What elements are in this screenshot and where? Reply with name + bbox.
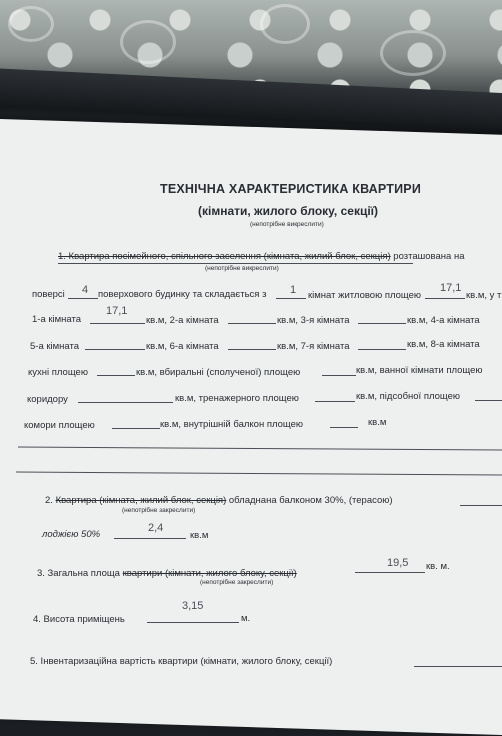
blank-line (16, 472, 502, 476)
underline (114, 538, 186, 539)
underline (228, 349, 276, 350)
room6-label: кв.м, 6-а кімната (146, 341, 219, 352)
underline (414, 666, 502, 667)
section1-rest-text: розташована на (390, 251, 465, 262)
gym-label: кв.м, тренажерного площею (175, 393, 299, 404)
toilet-label: кв.м, вбиральні (сполученої) площею (136, 367, 301, 378)
page-subtitle: (кімнати, жилого блоку, секції) (198, 204, 379, 218)
height-unit: м. (241, 613, 251, 624)
building-label: поверхового будинку та складається з (98, 289, 267, 300)
underline (358, 349, 406, 350)
underline (97, 375, 135, 376)
total-area-value: 19,5 (387, 557, 409, 569)
section1-note: (непотрібне викреслити) (205, 265, 279, 272)
underline (315, 401, 355, 402)
loggia-label: лоджією 50% (42, 529, 101, 540)
underline (68, 298, 98, 299)
corridor-label: коридору (27, 394, 68, 405)
room1-value: 17,1 (106, 305, 128, 317)
blank-line (18, 447, 502, 451)
underline (460, 505, 502, 506)
underline (425, 298, 465, 299)
underline (358, 323, 406, 324)
kitchen-label: кухні площею (28, 367, 88, 378)
section1-heading (58, 252, 464, 262)
section3-heading (37, 569, 297, 579)
underline (90, 323, 145, 324)
section2-rest-text: обладнана балконом 30%, (терасою) (226, 495, 393, 506)
subtitle-note: (непотрібне викреслити) (250, 221, 324, 228)
section1-strike-text: 1. Квартира посімейного, спільного заселення (кімната, жилий блок, секція) (58, 251, 391, 262)
storage-unit: кв.м (368, 417, 387, 428)
underline (147, 622, 239, 623)
balcony-label: кв.м, внутрішній балкон площею (160, 419, 304, 430)
section3-note: (непотрібне закреслити) (200, 579, 274, 586)
living-area-value: 17,1 (440, 282, 462, 294)
bath-label: кв.м, ванної кімнати площею (356, 365, 483, 376)
floor-value: 4 (82, 284, 89, 296)
room8-label: кв.м, 8-а кімната (407, 339, 480, 350)
room3-label: кв.м, 3-я кімната (277, 315, 350, 326)
underline (78, 402, 173, 403)
underline (112, 428, 160, 429)
room5-label: 5-а кімната (30, 341, 80, 352)
floor-label: поверсі (32, 289, 65, 300)
page-title: ТЕХНІЧНА ХАРАКТЕРИСТИКА КВАРТИРИ (160, 182, 422, 196)
underline (322, 375, 356, 376)
rooms-value: 1 (290, 284, 297, 296)
loggia-unit: кв.м (190, 530, 209, 541)
room2-label: кв.м, 2-а кімната (146, 315, 219, 326)
room1-label: 1-а кімната (32, 314, 82, 325)
section3-strike-text: квартири (кімнати, жилого блоку, секції) (122, 568, 297, 579)
living-area-label: кімнат житловою площею (308, 290, 422, 301)
storage-label: комори площею (24, 420, 95, 431)
section2-number: 2. (45, 495, 56, 506)
underline (276, 298, 306, 299)
total-area-unit: кв. м. (426, 561, 450, 572)
underline (330, 427, 358, 428)
section4-label: 4. Висота приміщень (33, 614, 125, 625)
utility-label: кв.м, підсобної площею (356, 391, 461, 402)
room4-label: кв.м, 4-а кімната (407, 315, 480, 326)
section5-label: 5. Інвентаризаційна вартість квартири (кімнати, жилого блоку, секції) (30, 656, 333, 667)
section2-strike-text: Квартира (кімната, жилий блок, секція) (55, 495, 227, 506)
section2-heading (45, 496, 393, 506)
underline (475, 400, 502, 401)
height-value: 3,15 (182, 600, 204, 612)
section3-label: 3. Загальна площа (37, 568, 123, 579)
underline (228, 323, 276, 324)
section2-note: (непотрібне закреслити) (122, 507, 196, 514)
room7-label: кв.м, 7-я кімната (277, 341, 350, 352)
underline (355, 572, 425, 573)
underline (85, 349, 145, 350)
underline (58, 263, 413, 264)
loggia-value: 2,4 (148, 522, 164, 534)
unit-tail: кв.м, у т (466, 290, 502, 301)
